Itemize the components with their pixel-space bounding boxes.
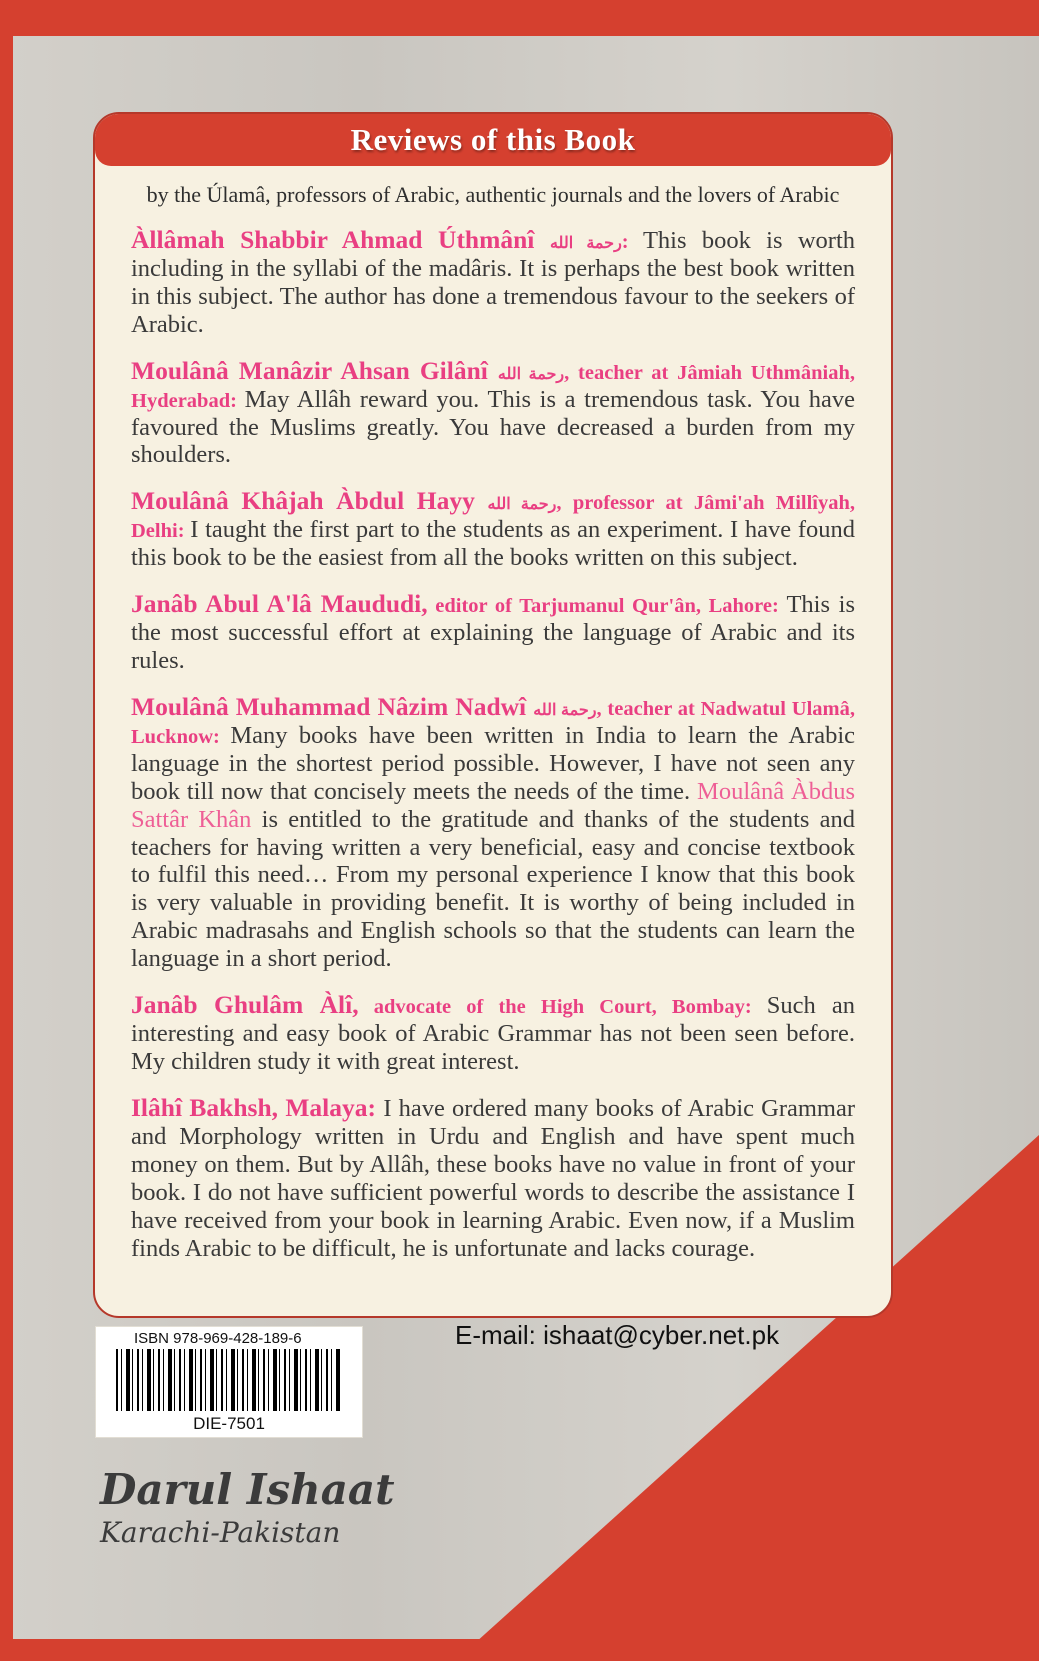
review-segment-body: May Allâh reward you. This is a tremendous task. You have favoured the Muslims greatly. You have decreased a burden from my shoulders.: [131, 385, 855, 469]
top-red-band: [0, 0, 1039, 36]
isbn-label: ISBN 978-969-428-189-6: [134, 1330, 302, 1347]
review-paragraph: [131, 486, 855, 572]
barcode-bars: [116, 1349, 342, 1411]
review-segment-body: Many books have been written in India to learn the Arabic language in the shortest period possible. However, I have not seen any book till now that concisely meets the needs of the time.: [131, 721, 855, 805]
publisher-location: Karachi-Pakistan: [100, 1516, 341, 1550]
review-segment-name: Ilâhî Bakhsh, Malaya:: [131, 1092, 384, 1122]
review-segment-body: Such an interesting and easy book of Arabic Grammar has not been seen before. My children study it with great interest.: [131, 992, 856, 1075]
review-segment-arabic: رحمة الله: [533, 701, 597, 719]
barcode-box: [95, 1326, 363, 1438]
review-paragraph: [131, 589, 855, 675]
review-paragraph: [131, 356, 855, 470]
barcode-number: DIE-7501: [183, 1414, 275, 1434]
publisher-block: [100, 1465, 395, 1550]
reviews-card: [93, 112, 893, 1318]
card-content: [95, 166, 891, 1262]
review-segment-arabic: رحمة الله: [497, 365, 565, 383]
review-segment-body: I taught the first part to the students as an experiment. I have found this book to be the easiest from all the books written on this subject.: [131, 516, 855, 572]
review-segment-name: Moulânâ Muhammad Nâzim Nadwî: [131, 691, 534, 721]
subtitle: by the Úlamâ, professors of Arabic, authentic journals and the lovers of Arabic: [146, 182, 840, 207]
review-segment-body: I have ordered many books of Arabic Grammar and Morphology written in Urdu and English and have spent much money on them. But by Allâh, these books have no value in front of your book. I do not have sufficient powerful words to describe the assistance I have received from your book in learning Arabic. Even now, if a Muslim finds Arabic to be difficult, he is unfortunate and lacks courage.: [131, 1094, 855, 1262]
banner-title: Reviews of this Book: [350, 122, 636, 157]
review-segment-name: Janâb Ghulâm Àlî,: [131, 990, 359, 1020]
review-segment-body: This book is worth including in the syllabi of the madâris. It is perhaps the best book written in this subject. The author has done a tremendous favour to the seekers of Arabic.: [131, 227, 855, 338]
review-segment-body: This is the most successful effort at explaining the language of Arabic and its rules.: [131, 591, 855, 674]
review-segment-role: :: [621, 231, 643, 253]
review-segment-name: Moulânâ Khâjah Àbdul Hayy: [131, 486, 488, 516]
review-paragraph: [131, 990, 855, 1076]
review-segment-role: advocate of the High Court, Bombay:: [358, 996, 767, 1019]
review-segment-arabic: رحمة الله: [487, 496, 557, 514]
publisher-name: Darul Ishaat: [100, 1465, 395, 1514]
review-segment-role: editor of Tarjumanul Qur'ân, Lahore:: [427, 595, 787, 618]
review-segment-role: , teacher at Jâmiah Uthmâniah, Hyderabad:: [131, 361, 856, 412]
review-segment-arabic: رحمة الله: [549, 235, 622, 252]
review-segment-body: is entitled to the gratitude and thanks of the students and teachers for having written a very beneficial, easy and concise textbook to fulfil this need… From my personal experience I know that this book is very valuable in providing benefit. It is worthy of being included in Arabic madrasahs and English schools so that the students can learn the language in a short period.: [131, 805, 856, 973]
review-paragraph: [131, 225, 855, 339]
bottom-red-band: [0, 1639, 1039, 1661]
review-segment-highlight: Moulânâ Àbdus Sattâr Khân: [131, 777, 855, 833]
review-segment-role: , professor at Jâmi'ah Millîyah, Delhi:: [131, 492, 856, 543]
review-segment-name: Moulânâ Manâzir Ahsan Gilânî: [131, 355, 498, 385]
reviews-banner: [95, 114, 891, 166]
review-segment-name: Àllâmah Shabbir Ahmad Úthmânî: [131, 225, 550, 254]
review-segment-name: Janâb Abul A'lâ Maududi,: [131, 589, 428, 619]
reviews-list: [131, 225, 855, 1262]
review-paragraph: [131, 692, 855, 973]
email-text: E-mail: ishaat@cyber.net.pk: [455, 1320, 780, 1350]
review-segment-role: , teacher at Nadwatul Ulamâ, Lucknow:: [131, 697, 855, 748]
review-paragraph: [131, 1093, 855, 1263]
left-red-band: [0, 0, 13, 1661]
